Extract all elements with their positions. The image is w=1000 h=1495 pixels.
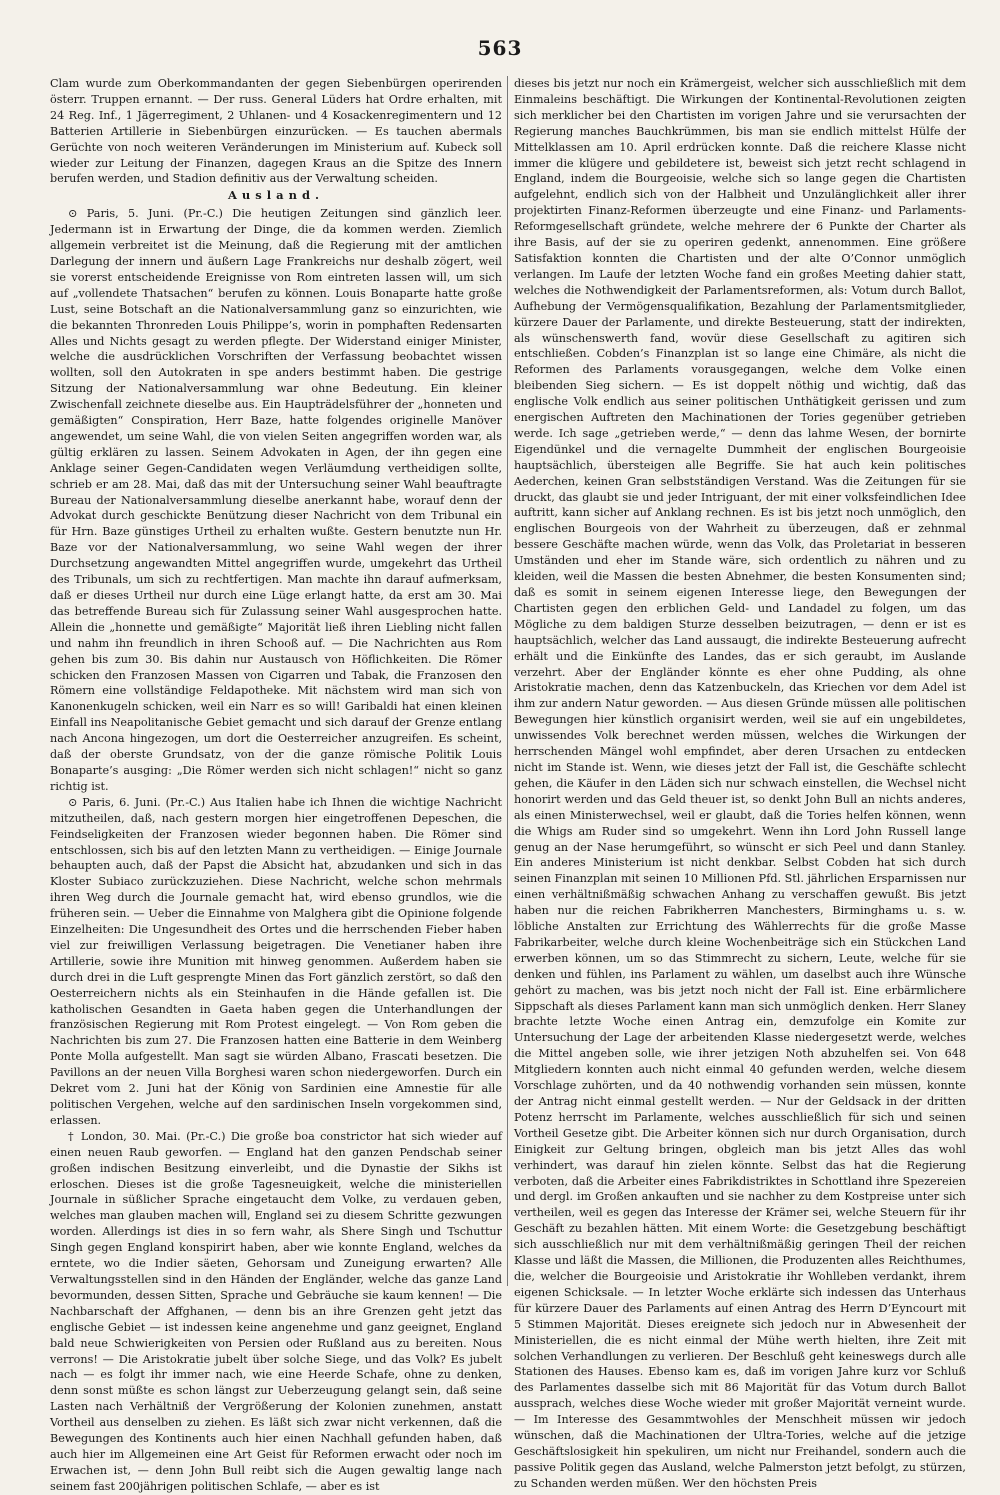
column-divider [507,76,508,1286]
page-number: 563 [477,36,523,60]
left-column [50,76,502,1493]
right-column [514,76,966,1490]
article-london-continuation: dieses bis jetzt nur noch ein Krämergeist, welcher sich ausschließlich mit dem Einmaleins beschäftigt. Die Wirkungen der Kontinental-Revolutionen zeigten sich merklicher bei den Chartisten im vorigen Jahre und sie verursachten der Regierung manches Bauchkrümmen, bis man sie endlich mittelst Hülfe der Mittelklassen am 10. April erdrücken konnte. Daß die reichere Klasse nicht immer die klügere und gebildetere ist, beweist sich jetzt recht schlagend in England, indem die Bourgeoisie, welche sich so lange gegen die Chartisten aufgelehnt, endlich sich von der Halbheit und Unzulänglichkeit aller ihrer projektirten Finanz-Reformen überzeugte und eine Finanz- und Parlaments-Reformgesellschaft gründete, welche mehrere der 6 Punkte der Charter als ihre Basis, auf der sie zu operiren gedenkt, annenommen. Eine größere Satisfaktion konnten die Chartisten und der alte O’Connor unmöglich verlangen. Im Laufe der letzten Woche fand ein großes Meeting dahier statt, welches die Nothwendigkeit der Parlamentsreformen, als: Votum durch Ballot, Aufhebung der Vermögensqualifikation, Bezahlung der Parlamentsmitglieder, kürzere Dauer der Parlamente, und direkte Besteuerung, statt der indirekten, als wünschenswerth fand, wovür diese Gesellschaft zu agitiren sich entschließen. Cobden’s Finanzplan ist so lange eine Chimäre, als nicht die Reformen des Parlaments vorausgegangen, welche dem Volke einen bleibenden Sieg sichern. — Es ist doppelt nöthig und wichtig, daß das englische Volk endlich aus seiner politischen Unthätigkeit gerissen und zum energischen Auftreten den Machinationen der Tories gegenüber getrieben werde. Ich sage „getrieben werde,“ — denn das lahme Wesen, der bornirte Eigendünkel und die vernagelte Dummheit der englischen Bourgeoisie hauptsächlich, übersteigen alle Begriffe. Sie hat auch kein politisches Aederchen, keinen Gran selbstständigen Verstand. Was die Zeitungen für sie druckt, das glaubt sie und jeder Intriguant, der mit einer volksfeindlichen Idee auftritt, kann sicher auf Anklang rechnen. Es ist bis jetzt noch unmöglich, den englischen Bourgeois von der Wahrheit zu überzeugen, daß er zehnmal bessere Geschäfte machen würde, wenn das Volk, das Proletariat in besseren Umständen und eher im Stande wäre, sich ordentlich zu nähren und zu kleiden, weil die Massen die besten Abnehmer, die besten Konsumenten sind; daß es somit in seinem eigenen Interesse liege, den Bewegungen der Chartisten gegen den erblichen Geld- und Landadel zu folgen, um das Mögliche zu dem baldigen Sturze desselben beizutragen, — denn er ist es hauptsächlich, welcher das Land aussaugt, die indirekte Besteuerung aufrecht erhält und die Einkünfte des Landes, das er sich geraubt, im Auslande verzehrt. Aber der Engländer könnte es eher ohne Pudding, als ohne Aristokratie machen, denn das Katzenbuckeln, das Kriechen vor dem Adel ist ihm zur andern Natur geworden. — Aus diesen Gründe müssen alle politischen Bewegungen hier künstlich organisirt werden, weil sie auf ein ungebildetes, unwissendes Volk berechnet werden müssen, welches die Wirkungen der herrschenden Mängel wohl empfindet, aber deren Ursachen zu entdecken nicht im Stande ist. Wenn, wie dieses jetzt der Fall ist, die Geschäfte schlecht gehen, die Käufer in den Läden sich nur schwach einstellen, die Wechsel nicht honorirt werden und das Geld theuer ist, so denkt John Bull an nichts anderes, als einen Ministerwechsel, weil er glaubt, daß die Tories helfen können, wenn die Whigs am Ruder sind so umgekehrt. Wenn ihn Lord John Russell lange genug an der Nase herumgeführt, so wünscht er sich Peel und dann Stanley. Ein anderes Ministerium ist nicht denkbar. Selbst Cobden hat sich durch seinen Finanzplan mit seinen 10 Millionen Pfd. Stl. jährlichen Ersparnissen nur einen verhältnißmäßig schwachen Anhang zu verschaffen gewußt. Bis jetzt haben nur die reichen Fabrikherren Manchesters, Birminghams u. s. w. löbliche Anstalten zur Errichtung des Wählerrechts für die große Masse Fabrikarbeiter, welche durch kleine Wochenbeiträge sich ein Stückchen Land erwerben können, um so das Stimmrecht zu sichern, Leute, welche für sie denken und fühlen, ins Parlament zu wählen, um daselbst auch ihre Wünsche gehört zu machen, was bis jetzt noch nicht der Fall ist. Eine erbärmlichere Sippschaft als dieses Parlament kann man sich unmöglich denken. Herr Slaney brachte letzte Woche einen Antrag ein, demzufolge ein Komite zur Untersuchung der Lage der arbeitenden Klasse niedergesetzt werde, welches die Mittel angeben solle, wie ihrer jetzigen Noth abzuhelfen sei. Von 648 Mitgliedern konnten auch nicht einmal 40 gefunden werden, welche diesem Vorschlage zuhörten, und da 40 nothwendig vorhanden sein müssen, konnte der Antrag nicht einmal gestellt werden. — Nur der Geldsack in der dritten Potenz herrscht im Parlamente, welches ausschließlich für sich und seinen Vortheil Gesetze gibt. Die Arbeiter können sich nur durch Organisation, durch Einigkeit zur Geltung bringen, obgleich man bis jetzt Alles das wohl verhindert, was darauf hin zielen könnte. Selbst das hat die Regierung verboten, daß die Arbeiter eines Fabrikdistriktes in Schottland ihre Spezereien und dergl. im Großen ankauften und sie nachher zu dem Kostpreise unter sich vertheilen, weil es gegen das Interesse der Krämer sei, welche Steuern für ihr Geschäft zu bezahlen hätten. Mit einem Worte: die Gesetzgebung beschäftigt sich ausschließlich nur mit dem verhältnißmäßig geringen Theil der reichen Klasse und läßt die Massen, die Millionen, die Produzenten alles Reichthumes, die, welcher die Bourgeoisie und Aristokratie ihr Wohlleben verdankt, ihrem eigenen Schicksale. — In letzter Woche erklärte sich indessen das Unterhaus für kürzere Dauer des Parlaments auf einen Antrag des Herrn D’Eyncourt mit 5 Stimmen Majorität. Dieses ereignete sich jedoch nur in Abwesenheit der Ministeriellen, die es nicht einmal der Mühe werth hielten, ihre Zeit mit solchen Verhandlungen zu verlieren. Der Beschluß geht keineswegs durch alle Stationen des Hauses. Ebenso kam es, daß im vorigen Jahre kurz vor Schluß des Parlamentes dasselbe sich mit 86 Majorität für das Votum durch Ballot aussprach, welches diese Woche wieder mit großer Majorität verneint wurde. — Im Interesse des Gesammtwohles der Menschheit müssen wir jedoch wünschen, daß die Machinationen der Ultra-Tories, welche auf die jetzige Geschäftslosigkeit hin spekuliren, um nicht nur Freihandel, sondern auch die passive Politik gegen das Ausland, welche Palmerston jetzt befolgt, zu stürzen, zu Schanden werden müßen. Wer den höchsten Preis [514,77,966,1490]
article-london-may-30: † London, 30. Mai. (Pr.-C.) Die große boa constrictor hat sich wieder auf einen neuen Raub geworfen. — England hat den ganzen Pendschab seiner großen indischen Besitzung einverleibt, und die Dynastie der Sikhs ist erloschen. Dieses ist die große Tagesneuigkeit, welche die ministeriellen Journale in süßlicher Sprache eingetaucht dem Volke, zu verdauen geben, welches man glauben machen will, England sei zu diesem Schritte gezwungen worden. Allerdings ist dies in so fern wahr, als Shere Singh und Tschuttur Singh gegen England konspirirt haben, aber wie konnte England, welches da erntete, wo die Indier säeten, Gehorsam und Zuneigung erwarten? Alle Verwaltungsstellen sind in den Händen der Engländer, welche das ganze Land bevormunden, dessen Sitten, Sprache und Gebräuche sie kaum kennen! — Die Nachbarschaft der Affghanen, — denn bis an ihre Grenzen geht jetzt das englische Gebiet — ist indessen keine angenehme und ganz geeignet, England bald neue Schwierigkeiten von Persien oder Rußland aus zu bereiten. Nous verrons! — Die Aristokratie jubelt über solche Siege, und das Volk? Es jubelt nach — es folgt ihr immer nach, wie eine Heerde Schafe, ohne zu denken, denn sonst müßte es schon längst zur Ueberzeugung gelangt sein, daß seine Lasten nach Verhältniß der Vergrößerung der Kolonien zunehmen, anstatt Vortheil aus denselben zu ziehen. Es läßt sich zwar nicht verkennen, daß die Bewegungen des Kontinents auch hier einen Nachhall gefunden haben, daß auch hier im Allgemeinen eine Art Geist für Reformen erwacht oder noch im Erwachen ist, — denn John Bull reibt sich die Augen gewaltig lange nach seinem fast 200jährigen politischen Schlafe, — aber es ist [50,1129,502,1493]
article-paris-june-5: ⊙ Paris, 5. Juni. (Pr.-C.) Die heutigen Zeitungen sind gänzlich leer. Jedermann ist in Erwartung der Dinge, die da kommen werden. Ziemlich allgemein verbreitet ist die Meinung, daß die Regierung mit der amtlichen Darlegung der innern und äußern Lage Frankreichs nur deshalb zögert, weil sie vorerst entscheidende Ereignisse von Rom eintreten lassen will, um sich auf „vollendete Thatsachen“ berufen zu können. Louis Bonaparte hatte große Lust, seine Botschaft an die Nationalversammlung ganz so einzurichten, wie die bekannten Thronreden Louis Philippe’s, worin in pomphaften Redensarten Alles und Nichts gesagt zu werden pflegte. Der Widerstand einiger Minister, welche die ausdrücklichen Vorschriften der Verfassung beobachtet wissen wollten, soll den Autokraten in spe anders bestimmt haben. Die gestrige Sitzung der Nationalversammlung war ohne Bedeutung. Ein kleiner Zwischenfall zeichnete dieselbe aus. Ein Haupträdelsführer der „honneten und gemäßigten“ Conspiration, Herr Baze, hatte folgendes originelle Manöver angewendet, um seine Wahl, die von vielen Seiten angegriffen worden war, als gültig erklären zu lassen. Seinem Advokaten in Agen, der ihn gegen eine Anklage seiner Gegen-Candidaten wegen Verläumdung vertheidigen sollte, schrieb er am 28. Mai, daß das mit der Untersuchung seiner Wahl beauftragte Bureau der Nationalversammlung dieselbe anerkannt habe, worauf denn der Advokat durch geschickte Benützung dieser Nachricht von dem Tribunal ein für Hrn. Baze günstiges Urtheil zu erhalten wußte. Gestern benutzte nun Hr. Baze vor der Nationalversammlung, wo seine Wahl wegen der ihrer Durchsetzung angewandten Mittel angegriffen wurde, umgekehrt das Urtheil des Tribunals, um sich zu rechtfertigen. Man machte ihn darauf aufmerksam, daß er dieses Urtheil nur durch eine Lüge erlangt hatte, da erst am 30. Mai das betreffende Bureau sich für Zulassung seiner Wahl ausgesprochen hatte. Allein die „honnette und gemäßigte“ Majorität ließ ihren Liebling nicht fallen und nahm ihn freundlich in ihren Schooß auf. — Die Nachrichten aus Rom gehen bis zum 30. Bis dahin nur Austausch von Höflichkeiten. Die Römer schicken den Franzosen Massen von Cigarren und Tabak, die Franzosen den Römern eine vollständige Feldapotheke. Mit nächstem wird man sich von Kanonenkugeln schicken, weil ein Narr es so will! Garibaldi hat einen kleinen Einfall ins Neapolitanische Gebiet gemacht und sich darauf der Grenze entlang nach Ancona hingezogen, um dort die Oesterreicher anzugreifen. Es scheint, daß der oberste Grundsatz, von der die ganze römische Politik Louis Bonaparte’s ausging: „Die Römer werden sich nicht schlagen!“ nicht so ganz richtig ist. [50,207,502,793]
section-heading: Ausland. [228,188,324,203]
article-paris-june-6: ⊙ Paris, 6. Juni. (Pr.-C.) Aus Italien habe ich Ihnen die wichtige Nachricht mitzutheilen, daß, nach gestern morgen hier eingetroffenen Depeschen, die Feindseligkeiten der Franzosen wieder begonnen haben. Die Römer sind entschlossen, sich bis auf den letzten Mann zu vertheidigen. — Einige Journale behaupten auch, daß der Papst die Absicht hat, abzudanken und sich in das Kloster Subiaco zurückzuziehen. Diese Nachricht, welche schon mehrmals ihren Weg durch die Journale gemacht hat, wird ebenso grundlos, wie die früheren sein. — Ueber die Einnahme von Malghera gibt die Opinione folgende Einzelheiten: Die Ungesundheit des Ortes und die herrschenden Fieber haben viel zur freiwilligen Verlassung beigetragen. Die Venetianer haben ihre Artillerie, sowie ihre Munition mit hinweg genommen. Außerdem haben sie durch drei in die Luft gesprengte Minen das Fort gänzlich zerstört, so daß den Oesterreichern nichts als ein Steinhaufen in die Hände gefallen ist. Die katholischen Gesandten in Gaeta haben gegen die Unterhandlungen der französischen Regierung mit Rom Protest eingelegt. — Von Rom geben die Nachrichten bis zum 27. Die Franzosen hatten eine Batterie in dem Weinberg Ponte Molla aufgestellt. Man sagt sie würden Albano, Frascati besetzen. Die Pavillons an der neuen Villa Borghesi waren schon niedergeworfen. Durch ein Dekret vom 2. Juni hat der König von Sardinien eine Amnestie für alle politischen Vergehen, welche auf den sardinischen Inseln vorgekommen sind, erlassen. [50,795,502,1127]
article-continuation: Clam wurde zum Oberkommandanten der gegen Siebenbürgen operirenden österr. Truppen ernannt. — Der russ. General Lüders hat Ordre erhalten, mit 24 Reg. Inf., 1 Jägerregiment, 2 Uhlanen- und 4 Kosackenregimentern und 12 Batterien Artillerie in Siebenbürgen einzurücken. — Es tauchen abermals Gerüchte von noch weiteren Veränderungen im Ministerium auf. Kubeck soll wieder zur Leitung der Finanzen, dagegen Kraus an die Spitze des Innern berufen werden, und Stadion definitiv aus der Verwaltung scheiden. [50,77,502,186]
